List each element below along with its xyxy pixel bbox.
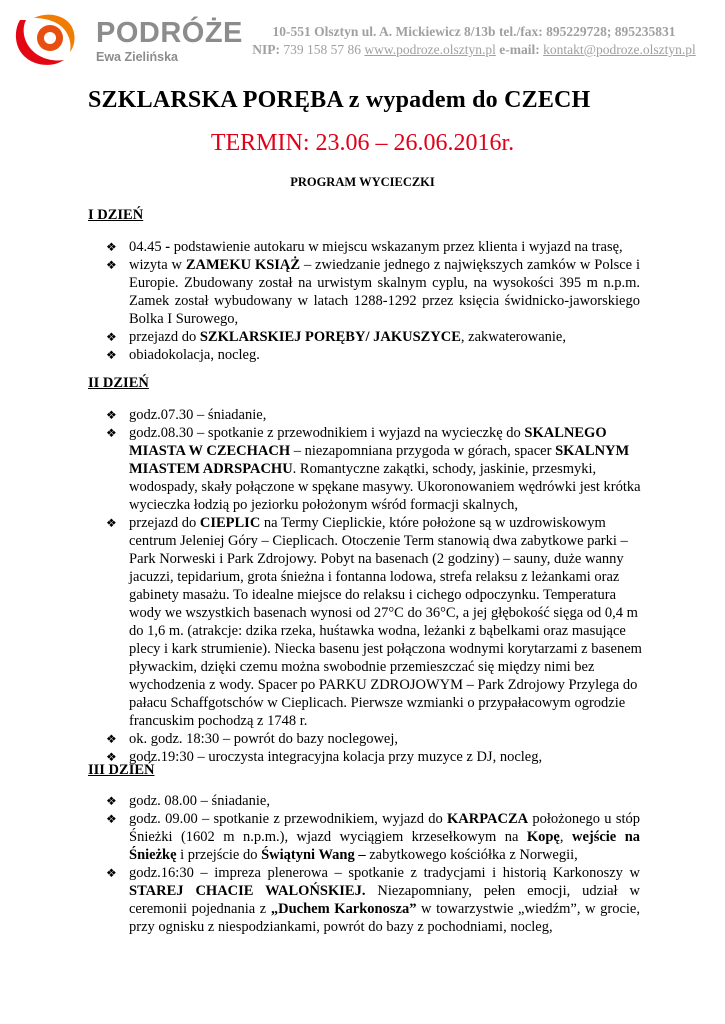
day-3-heading: III DZIEŃ: [88, 762, 155, 778]
highlighted-name: „Duchem Karkonosza”: [270, 901, 417, 917]
highlighted-name: CIEPLIC: [199, 515, 261, 531]
diamond-bullet-icon: ❖: [106, 732, 117, 746]
address-line: 10-551 Olsztyn ul. A. Mickiewicz 8/13b tel./fax: 895229728; 895235831: [272, 24, 676, 39]
highlighted-name: -: [165, 239, 171, 255]
contact-block: [228, 23, 720, 59]
diamond-bullet-icon: ❖: [106, 866, 117, 880]
highlighted-name: SZKLARSKIEJ PORĘBY/ JAKUSZYCE: [199, 329, 461, 345]
diamond-bullet-icon: ❖: [106, 750, 117, 764]
highlighted-name: wejście na Śnieżkę: [129, 829, 641, 863]
program-item: ❖ godz.07.30 – śniadanie,: [106, 407, 267, 423]
website-link[interactable]: www.podroze.olsztyn.pl: [364, 42, 496, 57]
letterhead: [0, 0, 725, 72]
diamond-bullet-icon: ❖: [106, 794, 117, 808]
diamond-bullet-icon: ❖: [106, 426, 117, 440]
company-logo: [12, 8, 242, 70]
email-label: e-mail:: [495, 42, 544, 57]
highlighted-name: Świątyni Wang –: [261, 847, 366, 863]
diamond-bullet-icon: ❖: [106, 240, 117, 254]
day-1-heading: I DZIEŃ: [88, 207, 144, 223]
program-heading: PROGRAM WYCIECZKI: [290, 175, 435, 189]
program-item: ❖ przejazd do SZKLARSKIEJ PORĘBY/ JAKUSZYCE, zakwaterowanie,: [106, 329, 566, 345]
program-item: ❖ godz. 09.00 – spotkanie z przewodnikiem, wyjazd do KARPACZA położonego u stóp Śnieżki (1602 m n.p.m.), wjazd wyciągiem krzesełkowym na Kopę, wejście na Śnieżkę i przejście do Świątyni Wang – zabytkowego kościółka z Norwegii,: [106, 811, 641, 863]
nip-value: 739 158 57 86: [280, 42, 365, 57]
day-3-list: [106, 792, 640, 936]
diamond-bullet-icon: ❖: [106, 330, 117, 344]
nip-line: [228, 41, 720, 59]
trip-title: SZKLARSKA PORĘBA z wypadem do CZECH: [88, 87, 591, 113]
brand-name: PODRÓŻE: [96, 17, 243, 49]
nip-label: NIP:: [252, 42, 280, 57]
day-2-heading: II DZIEŃ: [88, 375, 149, 391]
highlighted-name: SKALNEGO MIASTA W CZECHACH: [129, 425, 607, 459]
trip-dates: TERMIN: 23.06 – 26.06.2016r.: [210, 130, 515, 156]
day-1-list: [106, 238, 640, 364]
email-link[interactable]: kontakt@podroze.olsztyn.pl: [543, 42, 696, 57]
program-item: ❖ przejazd do CIEPLIC na Termy Cieplickie, które położone są w uzdrowiskowym centrum Jeleniej Góry – Cieplicach. Otoczenie Term stanowią dwa zabytkowe parki – Park Norweski i Park Zdrojowy. Pobyt na basenach (2 godziny) – sauny, duże wanny jacuzzi, tepidarium, grota śnieżna i fontanna lodowa, strefa relaksu z leżankami oraz gabinety masażu. To idealne miejsce do relaksu i cichego odpoczynku. Temperatura wody we wszystkich basenach wynosi od 27°C do 36°C, a jej głębokość sięga od 0,4 m do 1,6 m. (atrakcje: dzika rzeka, huśtawka wodna, leżanki z bąbelkami oraz masujące plecy i kark strumienie). Niecka basenu jest połączona wodnymi korytarzami z basenem pływackim, dzięki czemu można swobodnie przemieszczać się między nimi bez wychodzenia z wody. Spacer po PARKU ZDROJOWYM – Park Zdrojowy Przylega do pałacu Schaffgotschów w Cieplicach. Pierwsze wzmianki o przypałacowym ogrodzie francuskim pochodzą z 1748 r.: [106, 515, 642, 729]
program-item: ❖ ok. godz. 18:30 – powrót do bazy noclegowej,: [106, 731, 399, 747]
diamond-bullet-icon: ❖: [106, 516, 117, 530]
program-item: ❖ obiadokolacja, nocleg.: [106, 347, 260, 363]
program-item: ❖ godz.08.30 – spotkanie z przewodnikiem i wyjazd na wycieczkę do SKALNEGO MIASTA W CZECHACH – niezapomniana przygoda w górach, spacer SKALNYM MIASTEM ADRSPACHU. Romantyczne zakątki, schody, jaskinie, przesmyki, wodospady, skały połączone w spękane masywy. Ukoronowaniem wędrówki jest krótka wycieczka łodzią po jeziorku położonym wśród formacji skalnych,: [106, 425, 641, 513]
program-item: ❖ 04.45 - podstawienie autokaru w miejscu wskazanym przez klienta i wyjazd na trasę,: [106, 239, 623, 255]
diamond-bullet-icon: ❖: [106, 408, 117, 422]
diamond-bullet-icon: ❖: [106, 812, 117, 826]
highlighted-name: Kopę: [526, 829, 560, 845]
program-item: ❖ wizyta w ZAMEKU KSIĄŻ – zwiedzanie jednego z największych zamków w Polsce i Europie. Zbudowany został na urwistym skalnym cyplu, na wysokości 395 m n.p.m. Zamek został wybudowany w latach 1288-1292 przez księcia świdnicko-jaworskiego Bolka I Surowego,: [106, 257, 641, 327]
program-item: ❖ godz.16:30 – impreza plenerowa – spotkanie z tradycjami i historią Karkonoszy w STAREJ CHACIE WALOŃSKIEJ. Niezapomniany, pełen emocji, udział w ceremonii pojednania z „Duchem Karkonosza” w towarzystwie „wiedźm”, w grocie, przy ognisku z niespodziankami, powrót do bazy z pochodniami, nocleg,: [106, 865, 640, 935]
highlighted-name: ZAMEKU KSIĄŻ: [185, 257, 301, 273]
program-item: ❖ godz. 08.00 – śniadanie,: [106, 793, 270, 809]
highlighted-name: KARPACZA: [447, 811, 529, 827]
logo-mark-icon: [12, 8, 87, 70]
day-2-list: [106, 406, 642, 766]
brand-owner: Ewa Zielińska: [96, 50, 178, 64]
diamond-bullet-icon: ❖: [106, 258, 117, 272]
diamond-bullet-icon: ❖: [106, 348, 117, 362]
highlighted-name: STAREJ CHACIE WALOŃSKIEJ.: [129, 883, 366, 899]
highlighted-name: SKALNYM MIASTEM ADRSPACHU: [129, 443, 630, 477]
program-item: ❖ godz.19:30 – uroczysta integracyjna kolacja przy muzyce z DJ, nocleg,: [106, 749, 543, 765]
